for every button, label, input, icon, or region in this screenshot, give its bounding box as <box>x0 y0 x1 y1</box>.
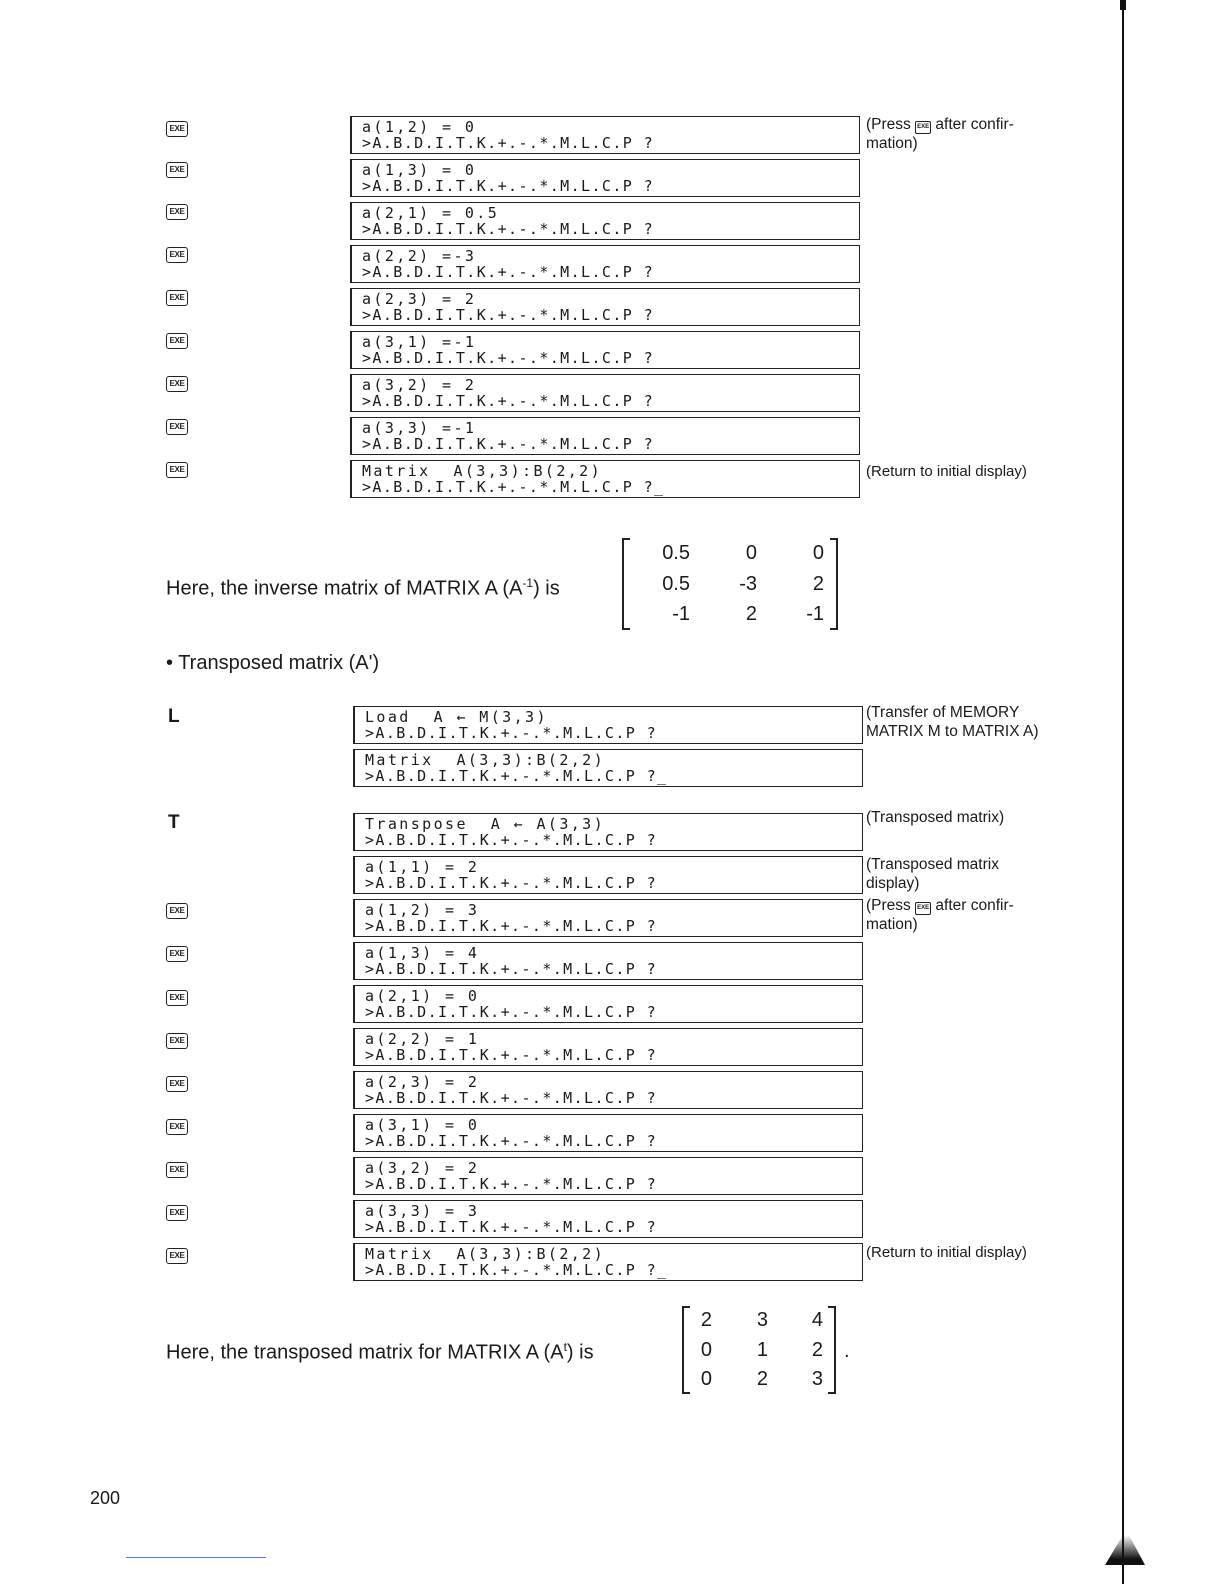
note-text: (Press <box>866 116 911 133</box>
exe-key-9: EXE <box>166 462 188 478</box>
lcd-line-1: a(3,1) =-1 <box>362 333 477 351</box>
bracket-right <box>830 538 838 630</box>
lcd-line-2: >A.B.D.I.T.K.+.-.*.M.L.C.P ? <box>362 134 655 152</box>
lcd-display <box>353 1071 863 1109</box>
exe-key-t2: EXE <box>166 946 188 962</box>
matrix-cell: 1 <box>756 1339 768 1361</box>
matrix-cell: 0.5 <box>662 573 690 595</box>
matrix-cell: 2 <box>745 603 757 625</box>
exe-icon: EXE <box>915 902 931 915</box>
lcd-line-1: a(2,1) = 0.5 <box>362 204 500 222</box>
lcd-line-1: a(3,3) =-1 <box>362 419 477 437</box>
lcd-display <box>353 1028 863 1066</box>
matrix-cell: 2 <box>756 1368 768 1390</box>
exe-key-7: EXE <box>166 376 188 392</box>
transposed-sentence <box>166 1340 594 1365</box>
binding-edge <box>1122 0 1124 1584</box>
lcd-line-1: a(3,3) = 3 <box>365 1202 480 1220</box>
lcd-line-1: a(2,1) = 0 <box>365 987 480 1005</box>
sentence-text-end: ) is <box>533 577 560 600</box>
lcd-display <box>353 813 863 851</box>
lcd-display <box>353 985 863 1023</box>
lcd-line-2: >A.B.D.I.T.K.+.-.*.M.L.C.P ? <box>365 1089 658 1107</box>
lcd-line-1: a(1,2) = 3 <box>365 901 480 919</box>
lcd-line-1: Matrix A(3,3):B(2,2) <box>365 1245 606 1263</box>
matrix-cell: 4 <box>811 1309 823 1331</box>
lcd-line-2: >A.B.D.I.T.K.+.-.*.M.L.C.P ?_ <box>362 478 665 496</box>
matrix-cell: -1 <box>672 603 690 625</box>
lcd-display <box>350 159 860 197</box>
lcd-line-1: a(1,1) = 2 <box>365 858 480 876</box>
key-L: L <box>168 706 180 727</box>
matrix-cell: 2 <box>700 1309 712 1331</box>
matrix-cell: -1 <box>806 603 824 625</box>
lcd-line-1: Load A ← M(3,3) <box>365 708 548 726</box>
sentence-text: Here, the transposed matrix for MATRIX A (A <box>166 1341 564 1364</box>
matrix-cell: 0 <box>745 542 757 564</box>
lcd-line-2: >A.B.D.I.T.K.+.-.*.M.L.C.P ? <box>365 960 658 978</box>
lcd-display <box>353 1200 863 1238</box>
matrix-cell: 2 <box>811 1339 823 1361</box>
lcd-line-1: a(1,2) = 0 <box>362 118 477 136</box>
lcd-line-2: >A.B.D.I.T.K.+.-.*.M.L.C.P ? <box>365 1218 658 1236</box>
lcd-line-2: >A.B.D.I.T.K.+.-.*.M.L.C.P ? <box>362 306 655 324</box>
matrix-cell: -3 <box>739 573 757 595</box>
lcd-line-2: >A.B.D.I.T.K.+.-.*.M.L.C.P ? <box>365 1046 658 1064</box>
lcd-display <box>353 899 863 937</box>
exe-key-t5: EXE <box>166 1076 188 1092</box>
lcd-line-1: a(1,3) = 0 <box>362 161 477 179</box>
note-press-exe <box>866 115 1056 153</box>
lcd-line-2: >A.B.D.I.T.K.+.-.*.M.L.C.P ? <box>362 435 655 453</box>
exe-key-t6: EXE <box>166 1119 188 1135</box>
lcd-line-2: >A.B.D.I.T.K.+.-.*.M.L.C.P ? <box>362 220 655 238</box>
binding-edge-blot <box>1105 1535 1145 1565</box>
lcd-line-1: a(2,2) = 1 <box>365 1030 480 1048</box>
lcd-display <box>350 417 860 455</box>
lcd-display <box>353 1243 863 1281</box>
lcd-line-1: a(2,3) = 2 <box>362 290 477 308</box>
exe-key-t8: EXE <box>166 1205 188 1221</box>
lcd-line-1: a(1,3) = 4 <box>365 944 480 962</box>
exe-key-6: EXE <box>166 333 188 349</box>
lcd-line-2: >A.B.D.I.T.K.+.-.*.M.L.C.P ? <box>365 1132 658 1150</box>
sentence-text: Here, the inverse matrix of MATRIX A (A <box>166 577 523 600</box>
exe-key-8: EXE <box>166 419 188 435</box>
lcd-line-1: a(3,2) = 2 <box>365 1159 480 1177</box>
binding-edge-top <box>1120 0 1126 10</box>
exe-key-5: EXE <box>166 290 188 306</box>
lcd-line-2: >A.B.D.I.T.K.+.-.*.M.L.C.P ?_ <box>365 1261 668 1279</box>
superscript: t <box>563 1340 567 1354</box>
lcd-line-2: >A.B.D.I.T.K.+.-.*.M.L.C.P ? <box>365 1003 658 1021</box>
lcd-display <box>350 460 860 498</box>
note-return: (Return to initial display) <box>866 463 1027 480</box>
bracket-right <box>828 1306 836 1394</box>
exe-key-3: EXE <box>166 204 188 220</box>
matrix-cell: 3 <box>756 1309 768 1331</box>
lcd-display <box>350 374 860 412</box>
note-text: (Press <box>866 897 911 914</box>
lcd-line-2: >A.B.D.I.T.K.+.-.*.M.L.C.P ? <box>362 263 655 281</box>
note-return-2: (Return to initial display) <box>866 1244 1027 1261</box>
exe-key-t3: EXE <box>166 990 188 1006</box>
lcd-line-2: >A.B.D.I.T.K.+.-.*.M.L.C.P ? <box>365 874 658 892</box>
exe-key-2: EXE <box>166 162 188 178</box>
key-T: T <box>168 812 180 833</box>
note-transposed: (Transposed matrix) <box>866 809 1005 826</box>
sentence-text-end: ) is <box>566 1341 594 1364</box>
lcd-line-1: a(2,2) =-3 <box>362 247 477 265</box>
inverse-matrix <box>622 538 838 630</box>
note-transposed-display: (Transposed matrix display) <box>866 856 999 892</box>
lcd-display <box>353 749 863 787</box>
lcd-line-2: >A.B.D.I.T.K.+.-.*.M.L.C.P ? <box>365 1175 658 1193</box>
note-transfer: (Transfer of MEMORY MATRIX M to MATRIX A) <box>866 704 1039 740</box>
lcd-display <box>353 706 863 744</box>
lcd-display <box>353 1157 863 1195</box>
note-text: after confir-mation) <box>866 897 1014 933</box>
lcd-display <box>353 942 863 980</box>
lcd-line-2: >A.B.D.I.T.K.+.-.*.M.L.C.P ? <box>362 349 655 367</box>
inverse-sentence <box>166 576 560 601</box>
superscript: -1 <box>522 576 534 590</box>
lcd-display <box>350 331 860 369</box>
matrix-cell: 2 <box>812 573 824 595</box>
exe-key-t1: EXE <box>166 903 188 919</box>
footer-line <box>126 1557 266 1558</box>
exe-key-t9: EXE <box>166 1248 188 1264</box>
sentence-period: . <box>844 1340 850 1362</box>
lcd-line-1: Matrix A(3,3):B(2,2) <box>365 751 606 769</box>
exe-key-t7: EXE <box>166 1162 188 1178</box>
matrix-cell: 3 <box>811 1368 823 1390</box>
lcd-line-1: a(3,2) = 2 <box>362 376 477 394</box>
lcd-line-1: Matrix A(3,3):B(2,2) <box>362 462 603 480</box>
lcd-line-2: >A.B.D.I.T.K.+.-.*.M.L.C.P ? <box>365 917 658 935</box>
exe-key-t4: EXE <box>166 1033 188 1049</box>
lcd-line-2: >A.B.D.I.T.K.+.-.*.M.L.C.P ?_ <box>365 767 668 785</box>
note-text: after confir-mation) <box>866 116 1014 152</box>
exe-key-4: EXE <box>166 247 188 263</box>
matrix-cell: 0 <box>700 1339 712 1361</box>
matrix-cell: 0.5 <box>662 542 690 564</box>
lcd-line-1: a(3,1) = 0 <box>365 1116 480 1134</box>
page-number: 200 <box>90 1488 121 1508</box>
lcd-line-2: >A.B.D.I.T.K.+.-.*.M.L.C.P ? <box>362 177 655 195</box>
lcd-display <box>350 116 860 154</box>
exe-key-1: EXE <box>166 121 188 137</box>
matrix-cell: 0 <box>812 542 824 564</box>
lcd-display <box>350 245 860 283</box>
lcd-line-2: >A.B.D.I.T.K.+.-.*.M.L.C.P ? <box>362 392 655 410</box>
lcd-display <box>353 856 863 894</box>
lcd-display <box>350 288 860 326</box>
lcd-line-2: >A.B.D.I.T.K.+.-.*.M.L.C.P ? <box>365 831 658 849</box>
bracket-left <box>622 538 630 630</box>
lcd-display <box>350 202 860 240</box>
lcd-line-1: a(2,3) = 2 <box>365 1073 480 1091</box>
matrix-cell: 0 <box>700 1368 712 1390</box>
lcd-display <box>353 1114 863 1152</box>
transposed-matrix <box>682 1306 836 1394</box>
note-press-exe-2 <box>866 896 1056 934</box>
lcd-line-2: >A.B.D.I.T.K.+.-.*.M.L.C.P ? <box>365 724 658 742</box>
transposed-heading: • Transposed matrix (A') <box>166 652 380 674</box>
exe-icon: EXE <box>915 121 931 134</box>
lcd-line-1: Transpose A ← A(3,3) <box>365 815 606 833</box>
